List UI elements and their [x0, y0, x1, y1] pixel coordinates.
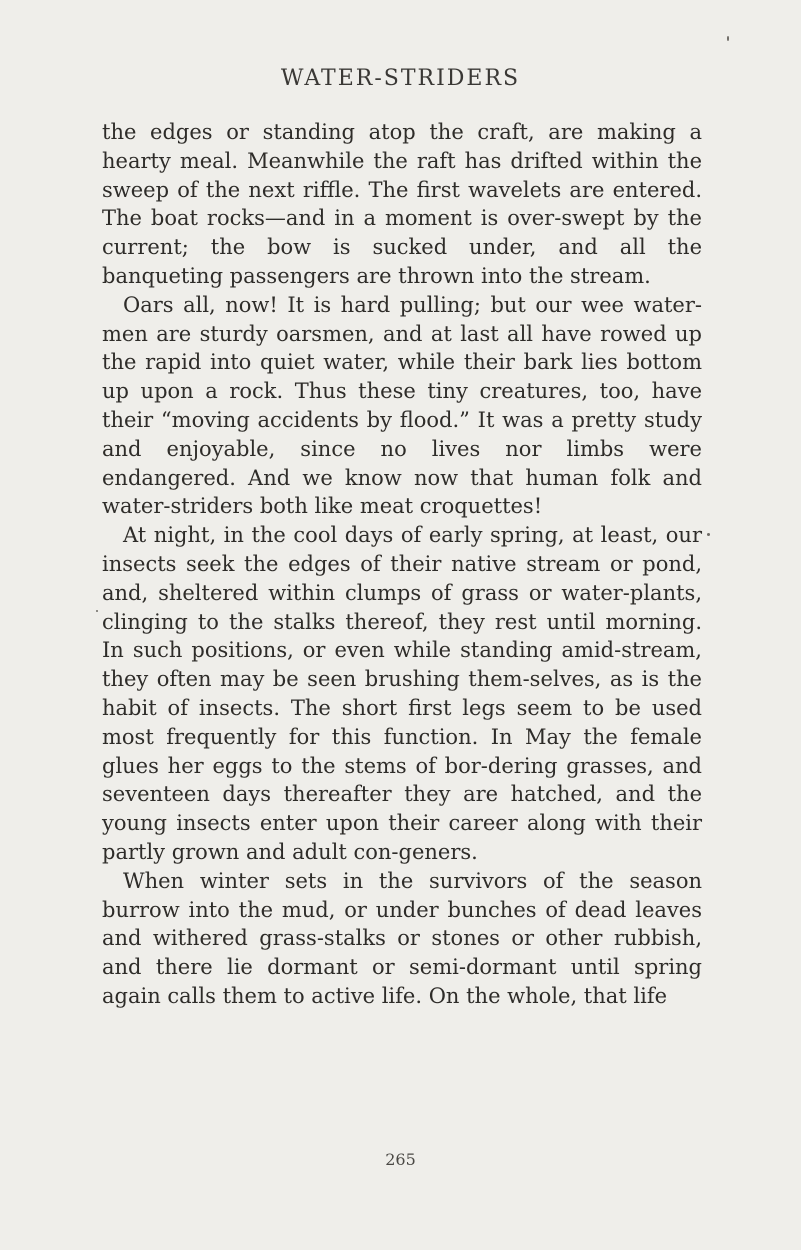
body-text	[102, 118, 702, 1011]
paragraph-winter: When winter sets in the survivors of the season burrow into the mud, or under bunches of dead leaves and withered grass-stalks or stones or other rubbish, and there lie dormant or semi-dormant until spring again calls them to active life. On the whole, that life	[102, 868, 702, 1008]
page-number: 265	[385, 1150, 416, 1169]
paragraph-oars: Oars all, now! It is hard pulling; but our wee water-men are sturdy oarsmen, and at last all have rowed up the rapid into quiet water, while their bark lies bottom up upon a rock. Thus these tiny creatures, too, have their “moving accidents by flood.” It was a pretty study and enjoyable, since no lives nor limbs were endangered. And we know now that human folk and water-striders both like meat croquettes!	[102, 292, 702, 519]
paragraph-night: At night, in the cool days of early spring, at least, our insects seek the edges of their native stream or pond, and, sheltered within clumps of grass or water-plants, clinging to the stalks thereof, they rest until morning. In such positions, or even while standing amid-stream, they often may be seen brushing them-selves, as is the habit of insects. The short first legs seem to be used most frequently for this function. In May the female glues her eggs to the stems of bor-dering grasses, and seventeen days thereafter they are hatched, and the young insects enter upon their career along with their partly grown and adult con-geners.	[102, 523, 702, 864]
running-head: WATER-STRIDERS	[280, 66, 521, 91]
print-speck	[727, 36, 729, 41]
print-speck	[707, 533, 710, 536]
print-speck	[96, 610, 98, 612]
paragraph-continued: the edges or standing atop the craft, are making a hearty meal. Meanwhile the raft has drifted within the sweep of the next riffle. The first wavelets are entered. The boat rocks—and in a moment is over-swept by the current; the bow is sucked under, and all the banqueting passengers are thrown into the stream.	[102, 120, 702, 288]
